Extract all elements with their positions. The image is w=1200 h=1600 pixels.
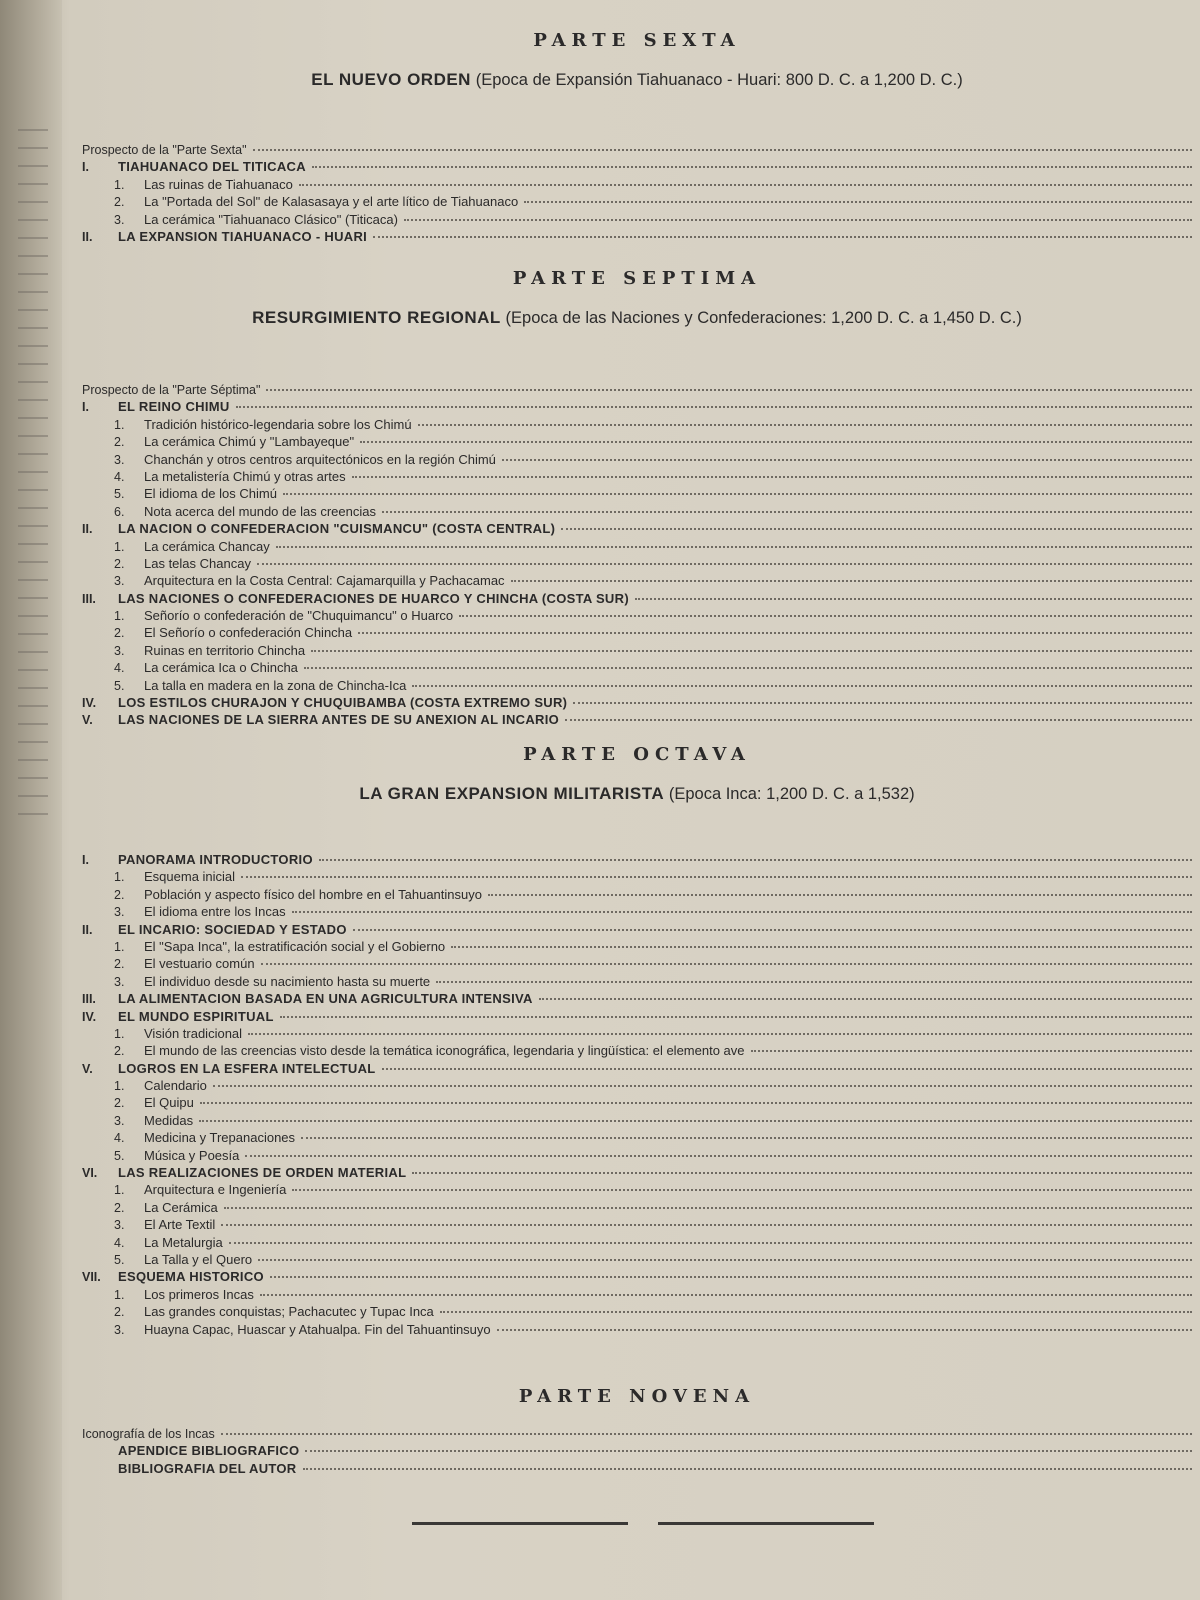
entry-title: La talla en madera en la zona de Chincha-Ica — [144, 677, 407, 693]
dot-leader — [221, 1215, 1192, 1226]
entry-title: La cerámica Ica o Chincha — [144, 660, 298, 676]
part-9-title: PARTE NOVENA — [518, 1386, 756, 1407]
part-8-subtitle-main: LA GRAN EXPANSION MILITARISTA — [359, 784, 665, 803]
entry-title: El mundo de las creencias visto desde la temática iconográfica, legendaria y lingüística: el elemento ave — [144, 1043, 745, 1059]
toc-entry — [82, 954, 1192, 971]
dot-leader — [241, 867, 1192, 878]
toc-entry — [82, 1250, 1192, 1267]
dot-leader — [261, 954, 1192, 965]
entry-title: LOS ESTILOS CHURAJON Y CHUQUIBAMBA (COSTA EXTREMO SUR) — [118, 695, 568, 711]
part-6-subtitle-rest: (Epoca de Expansión Tiahuanaco - Huari: 800 D. C. a 1,200 D. C.) — [475, 71, 963, 89]
toc-entry — [82, 641, 1192, 658]
entry-title: La cerámica Chimú y "Lambayeque" — [144, 434, 355, 450]
dot-leader — [373, 227, 1192, 238]
part-7-title: PARTE SEPTIMA — [512, 268, 762, 289]
entry-number: 4. — [114, 469, 125, 484]
dot-leader — [283, 484, 1192, 495]
entry-number: 3. — [114, 905, 125, 920]
toc-entry — [82, 1093, 1192, 1110]
entry-title: LA EXPANSION TIAHUANACO - HUARI — [118, 228, 368, 244]
entry-title: Prospecto de la "Parte Sexta" — [82, 143, 247, 157]
dot-leader — [382, 1059, 1192, 1070]
entry-title: Chanchán y otros centros arquitectónicos en la región Chimú — [144, 451, 496, 467]
book-spine — [0, 0, 62, 1600]
dot-leader — [488, 885, 1192, 896]
toc-entry — [82, 1128, 1192, 1145]
toc-entry — [82, 1198, 1192, 1215]
entry-title: Las telas Chancay — [144, 555, 251, 571]
entry-number: III. — [82, 992, 96, 1007]
toc-entry — [82, 1302, 1192, 1319]
dot-leader — [358, 623, 1192, 634]
toc-entry — [82, 1059, 1192, 1076]
entry-number: 5. — [114, 678, 125, 693]
dot-leader — [253, 140, 1192, 151]
toc-entry — [82, 415, 1192, 432]
entry-number: 1. — [114, 870, 125, 885]
dot-leader — [213, 1076, 1192, 1087]
entry-title: LA ALIMENTACION BASADA EN UNA AGRICULTURA INTENSIVA — [118, 991, 533, 1007]
dot-leader — [299, 175, 1192, 186]
toc-entry — [82, 210, 1192, 227]
entry-title: La "Portada del Sol" de Kalasasaya y el arte lítico de Tiahuanaco — [144, 194, 519, 210]
entry-number: 3. — [114, 1218, 125, 1233]
toc-entry — [82, 1180, 1192, 1197]
entry-title: LAS NACIONES DE LA SIERRA ANTES DE SU ANEXION AL INCARIO — [118, 712, 560, 728]
part-8-subtitle-rest: (Epoca Inca: 1,200 D. C. a 1,532) — [668, 785, 915, 803]
toc-entry — [82, 658, 1192, 675]
closing-rule-right — [658, 1522, 874, 1525]
dot-leader — [451, 937, 1192, 948]
dot-leader — [524, 192, 1192, 203]
dot-leader — [511, 571, 1192, 582]
entry-title: LA NACION O CONFEDERACION "CUISMANCU" (COSTA CENTRAL) — [118, 521, 556, 537]
toc-entry — [82, 467, 1192, 484]
dot-leader — [305, 1441, 1192, 1452]
entry-title: La cerámica Chancay — [144, 538, 270, 554]
dot-leader — [497, 1320, 1192, 1331]
entry-number: 4. — [114, 1131, 125, 1146]
toc-entry — [82, 397, 1192, 414]
toc-entry — [82, 676, 1192, 693]
dot-leader — [565, 710, 1192, 721]
entry-number: 1. — [114, 1026, 125, 1041]
entry-title: Tradición histórico-legendaria sobre los Chimú — [144, 416, 412, 432]
part-8-entries — [82, 850, 1192, 1337]
dot-leader — [236, 397, 1192, 408]
dot-leader — [276, 537, 1192, 548]
toc-entry — [82, 1233, 1192, 1250]
entry-number: 3. — [114, 452, 125, 467]
entry-title: PANORAMA INTRODUCTORIO — [118, 852, 313, 867]
part-6-entries — [82, 140, 1192, 244]
dot-leader — [245, 1146, 1192, 1157]
toc-entry — [82, 972, 1192, 989]
dot-leader — [248, 1024, 1192, 1035]
toc-entry — [82, 571, 1192, 588]
toc-entry — [82, 989, 1192, 1006]
entry-number: 3. — [114, 574, 125, 589]
entry-title: LAS REALIZACIONES DE ORDEN MATERIAL — [118, 1165, 407, 1181]
dot-leader — [200, 1093, 1192, 1104]
toc-entry — [82, 1441, 1192, 1458]
entry-title: Nota acerca del mundo de las creencias — [144, 503, 376, 519]
toc-entry — [82, 1111, 1192, 1128]
entry-number: II. — [82, 922, 93, 937]
entry-title: Huayna Capac, Huascar y Atahualpa. Fin del Tahuantinsuyo — [144, 1321, 491, 1337]
entry-number: 2. — [114, 1305, 125, 1320]
dot-leader — [352, 467, 1192, 478]
toc-entry — [82, 920, 1192, 937]
entry-title: LAS NACIONES O CONFEDERACIONES DE HUARCO Y CHINCHA (COSTA SUR) — [118, 590, 629, 606]
dot-leader — [319, 850, 1192, 861]
dot-leader — [312, 157, 1192, 168]
part-7-entries — [82, 380, 1192, 728]
part-7-subtitle — [82, 308, 1192, 328]
toc-entry — [82, 1215, 1192, 1232]
entry-title: El vestuario común — [144, 956, 255, 972]
entry-title: Medicina y Trepanaciones — [144, 1130, 296, 1146]
spine-show-through — [18, 120, 48, 820]
toc-entry — [82, 450, 1192, 467]
entry-number: III. — [82, 591, 96, 606]
part-7-subtitle-main: RESURGIMIENTO REGIONAL — [252, 308, 501, 327]
entry-title: Medidas — [144, 1112, 194, 1128]
dot-leader — [199, 1111, 1192, 1122]
toc-entry — [82, 1163, 1192, 1180]
toc-entry — [82, 693, 1192, 710]
toc-entry — [82, 710, 1192, 727]
entry-title: LOGROS EN LA ESFERA INTELECTUAL — [118, 1060, 376, 1076]
dot-leader — [502, 450, 1192, 461]
part-8-title: PARTE OCTAVA — [523, 744, 751, 765]
entry-title: EL REINO CHIMU — [118, 399, 230, 415]
part-6-title: PARTE SEXTA — [533, 30, 741, 51]
toc-entry — [82, 380, 1192, 397]
part-7-subtitle-rest: (Epoca de las Naciones y Confederaciones: 1,200 D. C. a 1,450 D. C.) — [505, 309, 1022, 327]
part-8-subtitle — [82, 784, 1192, 804]
entry-number: 3. — [114, 1113, 125, 1128]
entry-number: 2. — [114, 1200, 125, 1215]
dot-leader — [404, 210, 1192, 221]
entry-number: 2. — [114, 957, 125, 972]
entry-title: EL MUNDO ESPIRITUAL — [118, 1008, 274, 1024]
entry-title: La cerámica "Tiahuanaco Clásico" (Titicaca) — [144, 211, 398, 227]
toc-entry — [82, 519, 1192, 536]
entry-title: Las ruinas de Tiahuanaco — [144, 176, 293, 192]
toc-entry — [82, 1285, 1192, 1302]
dot-leader — [301, 1128, 1192, 1139]
entry-title: El idioma entre los Incas — [144, 904, 286, 920]
toc-entry — [82, 850, 1192, 867]
entry-title: APENDICE BIBLIOGRAFICO — [118, 1443, 300, 1459]
dot-leader — [412, 676, 1192, 687]
entry-title: La metalistería Chimú y otras artes — [144, 468, 346, 484]
entry-number: 1. — [114, 417, 125, 432]
toc-entry — [82, 1041, 1192, 1058]
entry-title: El Arte Textil — [144, 1217, 216, 1233]
dot-leader — [353, 920, 1192, 931]
toc-entry — [82, 227, 1192, 244]
entry-title: Iconografía de los Incas — [82, 1427, 215, 1441]
entry-number: 1. — [114, 939, 125, 954]
entry-number: 2. — [114, 1044, 125, 1059]
dot-leader — [539, 989, 1192, 1000]
toc-entry — [82, 537, 1192, 554]
toc-entry — [82, 589, 1192, 606]
entry-number: V. — [82, 1061, 93, 1076]
part-9-entries — [82, 1424, 1192, 1476]
entry-number: VI. — [82, 1166, 98, 1181]
toc-entry — [82, 140, 1192, 157]
dot-leader — [258, 1250, 1192, 1261]
toc-entry — [82, 885, 1192, 902]
dot-leader — [440, 1302, 1192, 1313]
entry-title: Prospecto de la "Parte Séptima" — [82, 383, 261, 397]
entry-number: 3. — [114, 643, 125, 658]
dot-leader — [573, 693, 1192, 704]
toc-entry — [82, 1007, 1192, 1024]
dot-leader — [635, 589, 1192, 600]
toc-entry — [82, 484, 1192, 501]
toc-entry — [82, 502, 1192, 519]
entry-number: 5. — [114, 1252, 125, 1267]
part-6-subtitle — [82, 70, 1192, 90]
entry-number: 6. — [114, 504, 125, 519]
toc-entry — [82, 937, 1192, 954]
dot-leader — [221, 1424, 1192, 1435]
closing-rule-left — [412, 1522, 628, 1525]
dot-leader — [412, 1163, 1192, 1174]
entry-title: Esquema inicial — [144, 869, 236, 885]
dot-leader — [280, 1007, 1192, 1018]
part-6-subtitle-main: EL NUEVO ORDEN — [311, 70, 471, 89]
entry-title: La Metalurgia — [144, 1234, 223, 1250]
entry-number: 4. — [114, 661, 125, 676]
entry-number: 1. — [114, 177, 125, 192]
toc-entry — [82, 1076, 1192, 1093]
dot-leader — [436, 972, 1192, 983]
entry-number: 3. — [114, 974, 125, 989]
entry-title: TIAHUANACO DEL TITICACA — [118, 159, 306, 175]
entry-number: 5. — [114, 1148, 125, 1163]
dot-leader — [260, 1285, 1192, 1296]
entry-title: Las grandes conquistas; Pachacutec y Tupac Inca — [144, 1304, 434, 1320]
toc-entry — [82, 606, 1192, 623]
dot-leader — [459, 606, 1192, 617]
entry-number: I. — [82, 160, 89, 175]
dot-leader — [311, 641, 1192, 652]
toc-entry — [82, 554, 1192, 571]
dot-leader — [292, 1180, 1192, 1191]
entry-title: El "Sapa Inca", la estratificación social y el Gobierno — [144, 938, 446, 954]
entry-title: La Talla y el Quero — [144, 1251, 253, 1267]
entry-number: 1. — [114, 1183, 125, 1198]
entry-title: El individuo desde su nacimiento hasta su muerte — [144, 973, 431, 989]
entry-number: 2. — [114, 195, 125, 210]
dot-leader — [303, 1459, 1193, 1470]
dot-leader — [418, 415, 1192, 426]
toc-entry — [82, 1267, 1192, 1284]
toc-entry — [82, 1320, 1192, 1337]
entry-title: El Quipu — [144, 1095, 194, 1111]
entry-title: El idioma de los Chimú — [144, 486, 277, 502]
entry-title: Señorío o confederación de "Chuquimancu" o Huarco — [144, 608, 454, 624]
entry-title: EL INCARIO: SOCIEDAD Y ESTADO — [118, 921, 347, 937]
entry-number: I. — [82, 853, 89, 867]
dot-leader — [382, 502, 1192, 513]
entry-number: 3. — [114, 212, 125, 227]
entry-number: II. — [82, 522, 93, 537]
dot-leader — [304, 658, 1192, 669]
entry-title: Visión tradicional — [144, 1025, 243, 1041]
toc-entry — [82, 1146, 1192, 1163]
toc-entry — [82, 157, 1192, 174]
entry-number: 2. — [114, 626, 125, 641]
toc-entry — [82, 1459, 1192, 1476]
entry-title: La Cerámica — [144, 1199, 218, 1215]
entry-number: II. — [82, 229, 93, 244]
entry-number: VII. — [82, 1270, 101, 1285]
toc-entry — [82, 1424, 1192, 1441]
entry-title: Música y Poesía — [144, 1147, 240, 1163]
entry-number: 1. — [114, 609, 125, 624]
entry-title: Arquitectura en la Costa Central: Cajamarquilla y Pachacamac — [144, 573, 505, 589]
dot-leader — [360, 432, 1192, 443]
entry-number: 1. — [114, 1287, 125, 1302]
dot-leader — [751, 1041, 1192, 1052]
entry-number: 4. — [114, 1235, 125, 1250]
entry-number: 2. — [114, 435, 125, 450]
entry-number: I. — [82, 400, 89, 415]
toc-entry — [82, 175, 1192, 192]
toc-entry — [82, 867, 1192, 884]
entry-number: 2. — [114, 1096, 125, 1111]
entry-title: Arquitectura e Ingeniería — [144, 1182, 287, 1198]
entry-number: IV. — [82, 696, 97, 711]
table-of-contents — [82, 0, 1192, 1600]
entry-title: Los primeros Incas — [144, 1286, 254, 1302]
entry-number: 2. — [114, 887, 125, 902]
dot-leader — [270, 1267, 1192, 1278]
entry-title: Calendario — [144, 1078, 207, 1094]
entry-title: Población y aspecto físico del hombre en el Tahuantinsuyo — [144, 886, 482, 902]
toc-entry — [82, 902, 1192, 919]
entry-number: 2. — [114, 556, 125, 571]
entry-number: 5. — [114, 487, 125, 502]
dot-leader — [292, 902, 1192, 913]
entry-title: El Señorío o confederación Chincha — [144, 625, 353, 641]
entry-title: Ruinas en territorio Chincha — [144, 642, 306, 658]
toc-entry — [82, 1024, 1192, 1041]
toc-entry — [82, 432, 1192, 449]
dot-leader — [266, 380, 1192, 391]
entry-title: ESQUEMA HISTORICO — [118, 1269, 264, 1285]
dot-leader — [561, 519, 1192, 530]
toc-entry — [82, 623, 1192, 640]
entry-number: 3. — [114, 1322, 125, 1337]
toc-entry — [82, 192, 1192, 209]
dot-leader — [257, 554, 1192, 565]
dot-leader — [229, 1233, 1192, 1244]
entry-number: 1. — [114, 539, 125, 554]
dot-leader — [224, 1198, 1192, 1209]
entry-number: IV. — [82, 1009, 97, 1024]
entry-number: 1. — [114, 1079, 125, 1094]
entry-title: BIBLIOGRAFIA DEL AUTOR — [118, 1460, 297, 1476]
entry-number: V. — [82, 713, 93, 728]
